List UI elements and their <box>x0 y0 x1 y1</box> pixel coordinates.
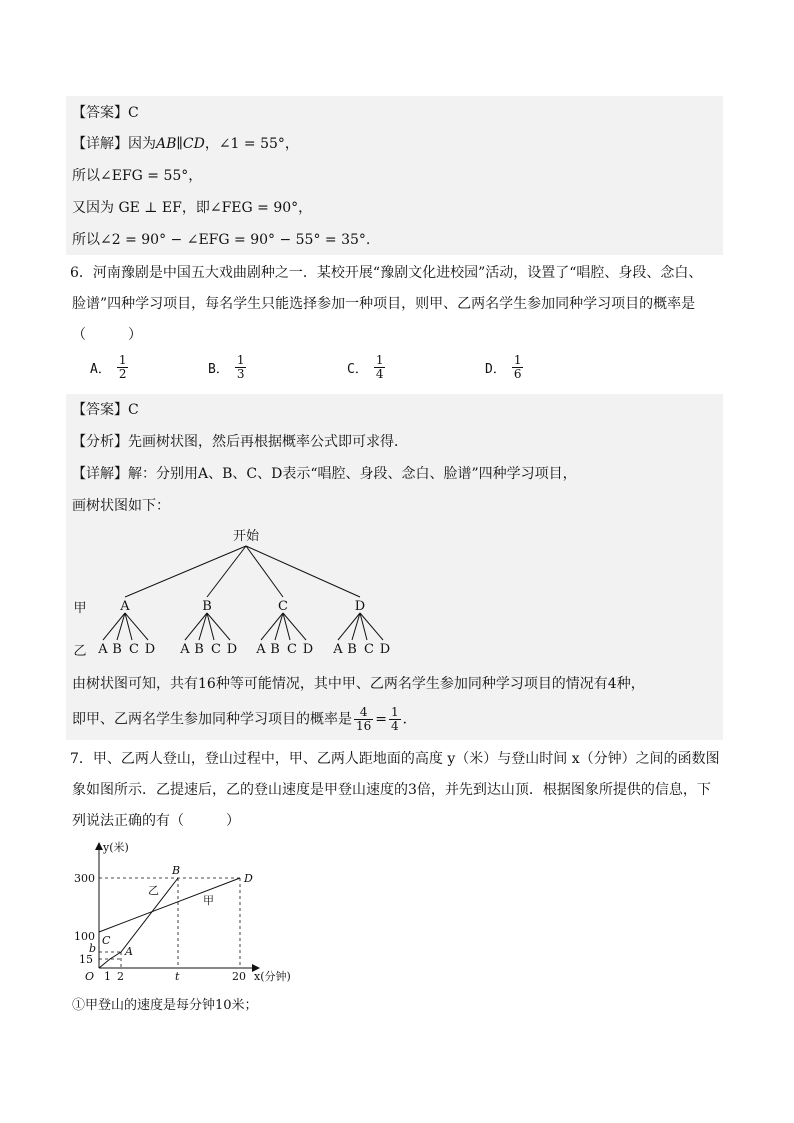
q7-text-line-1: 7．甲、乙两人登山，登山过程中，甲、乙两人距地面的高度 y（米）与登山时间 x（分钟）之间的函数图 <box>70 751 720 767</box>
y-tick-b: b <box>89 942 97 955</box>
y-tick-100: 100 <box>74 930 95 943</box>
q5-answer: 【答案】C <box>72 105 139 121</box>
q7-statement-1: ①甲登山的速度是每分钟10米； <box>72 998 258 1013</box>
tree-leaf: B <box>194 642 204 657</box>
y-axis-label: y(米) <box>103 841 129 854</box>
tree-leaf: D <box>144 642 156 657</box>
q6-option-b: B． $\frac{1}{3}$ <box>208 353 245 381</box>
tree-leaf: D <box>226 642 238 657</box>
tree-leaf: D <box>379 642 391 657</box>
tree-leaf: A <box>333 642 343 657</box>
tree-leaf: B <box>270 642 280 657</box>
q7-text-line-2: 象如图所示．乙提速后，乙的登山速度是甲登山速度的3倍，并先到达山顶．根据图象所提供的信息，下 <box>72 782 711 798</box>
tree-leaf: C <box>287 642 297 657</box>
tree-branch-b: B <box>202 599 212 614</box>
origin-label: O <box>85 970 95 983</box>
q6-text-line-3: （ ） <box>72 327 142 343</box>
tree-leaf: C <box>129 642 139 657</box>
tree-root: 开始 <box>232 529 260 544</box>
q6-option-d: D． $\frac{1}{6}$ <box>485 353 522 381</box>
tree-branch-c: C <box>278 599 288 614</box>
tree-leaf: B <box>112 642 122 657</box>
tree-diagram <box>66 522 426 662</box>
x-tick-2: 2 <box>117 970 124 983</box>
q6-tree-intro: 画树状图如下： <box>72 498 170 514</box>
q7-function-graph <box>66 838 326 993</box>
q6-analysis: 【分析】先画树状图，然后再根据概率公式即可求得． <box>72 434 408 450</box>
tree-branch-a: A <box>120 599 130 614</box>
x-tick-t: t <box>175 970 180 983</box>
q6-answer: 【答案】C <box>72 402 139 418</box>
series-label-yi: 乙 <box>148 884 159 897</box>
q6-text-line-2: 脸谱”四种学习项目，每名学生只能选择参加一种项目，则甲、乙两名学生参加同种学习项目的概率是 <box>72 296 696 312</box>
q5-detail-line-4: 所以∠2 = 90° − ∠EFG = 90° − 55° = 35°. <box>72 232 371 248</box>
q6-detail: 【详解】解：分别用A、B、C、D表示“唱腔、身段、念白、脸谱”四种学习项目， <box>72 466 577 482</box>
y-tick-15: 15 <box>79 953 93 966</box>
q6-text-line-1: 6．河南豫剧是中国五大戏曲剧种之一．某校开展“豫剧文化进校园”活动，设置了“唱腔、身段、念白、 <box>70 265 703 281</box>
q6-option-a: A． $\frac{1}{2}$ <box>90 353 127 381</box>
series-label-jia: 甲 <box>203 894 214 907</box>
x-tick-1: 1 <box>104 970 111 983</box>
tree-row-label-jia: 甲 <box>73 601 87 616</box>
q7-text-line-3: 列说法正确的有（ ） <box>72 813 240 829</box>
point-b: B <box>172 864 181 877</box>
tree-leaf: A <box>256 642 266 657</box>
q6-conclusion-2: 即甲、乙两名学生参加同种学习项目的概率是 $\frac{4}{16}$ = $\frac{1}{4}$ ． <box>72 705 417 733</box>
q6-option-c: C． $\frac{1}{4}$ <box>347 353 384 381</box>
point-d: D <box>244 872 253 885</box>
point-a: A <box>125 945 133 958</box>
tree-leaf: C <box>211 642 221 657</box>
tree-leaf: B <box>347 642 357 657</box>
q5-detail-line-2: 所以∠EFG = 55°， <box>72 168 203 184</box>
y-tick-300: 300 <box>74 872 95 885</box>
tree-branch-d: D <box>354 599 366 614</box>
tree-leaf: D <box>302 642 314 657</box>
tree-leaf: A <box>98 642 108 657</box>
tree-leaf: A <box>180 642 190 657</box>
tree-row-label-yi: 乙 <box>73 644 87 659</box>
q6-conclusion-1: 由树状图可知，共有16种等可能情况，其中甲、乙两名学生参加同种学习项目的情况有4种， <box>72 676 645 692</box>
q5-detail-line-1: 【详解】因为AB∥CD，∠1 = 55°， <box>72 136 299 152</box>
x-tick-20: 20 <box>232 970 246 983</box>
tree-leaf: C <box>364 642 374 657</box>
x-axis-label: x(分钟) <box>254 970 291 983</box>
q5-detail-line-3: 又因为 GE ⊥ EF，即∠FEG = 90°， <box>72 200 313 216</box>
point-c: C <box>102 934 111 947</box>
